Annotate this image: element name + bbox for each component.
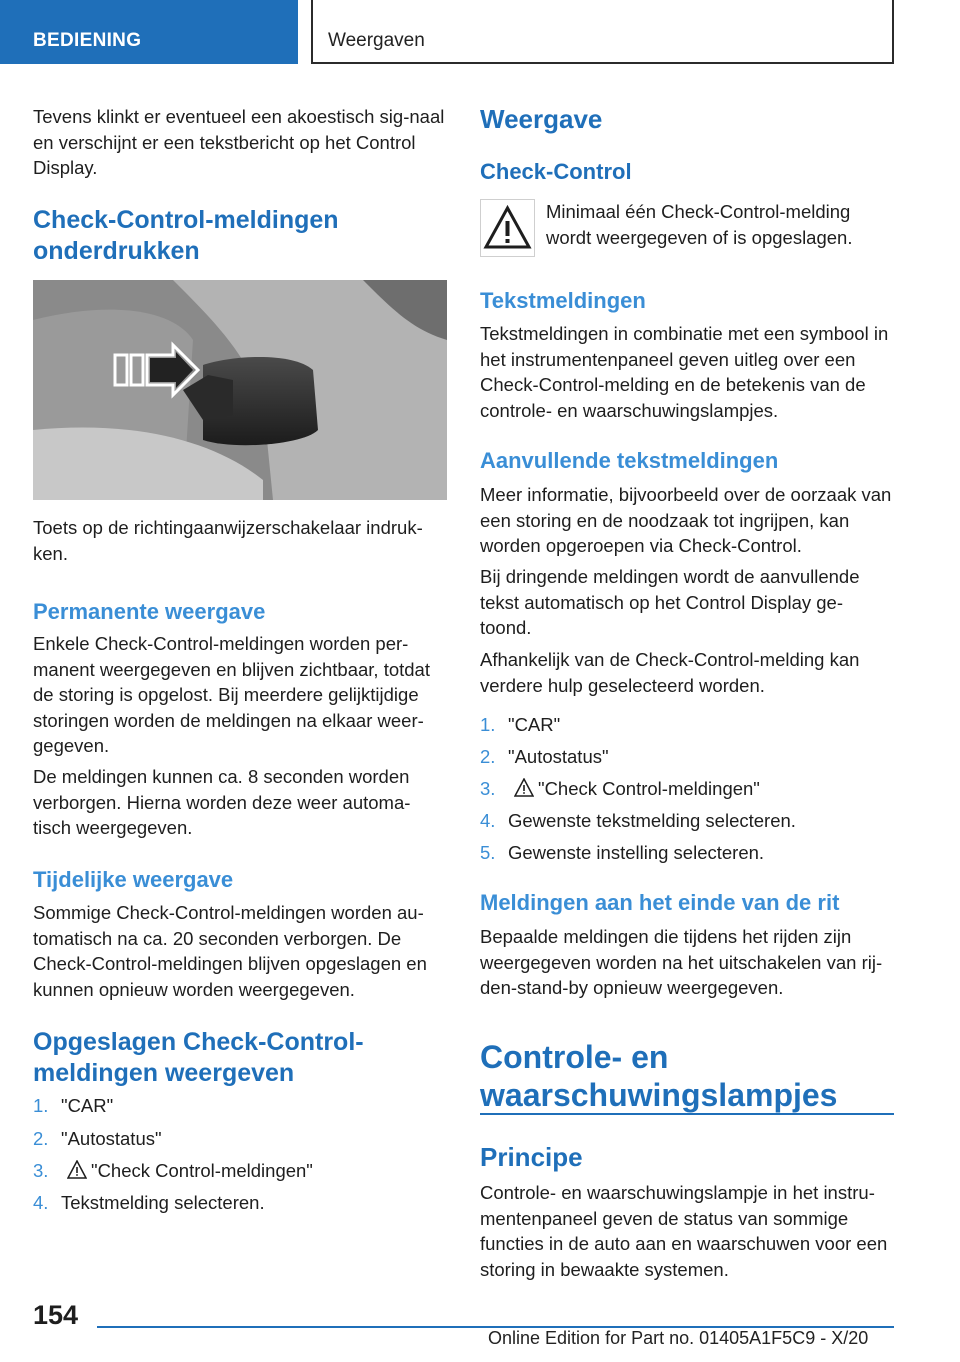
extra-paragraph-2: Bij dringende meldingen wordt de aanvullende tekst automatisch op het Control Display ge-toond.	[480, 566, 860, 638]
turn-signal-lever-photo	[33, 280, 447, 500]
section-label: BEDIENING	[33, 30, 142, 51]
section-tab	[0, 0, 298, 64]
chapter-label: Weergaven	[328, 30, 425, 51]
heading-extra-messages: Aanvullende tekstmeldingen	[480, 448, 779, 473]
heading-text-messages: Tekstmeldingen	[480, 288, 646, 313]
text-messages-paragraph: Tekstmeldingen in combinatie met een symbool in het instrumentenpaneel geven uitleg over een Check-Control-melding en de betekenis van de controle- en waarschuwingslampjes.	[480, 323, 889, 421]
permanent-paragraph-2: De meldingen kunnen ca. 8 seconden worden verborgen. Hierna worden deze weer automa-tisch weergegeven.	[33, 766, 411, 838]
section-divider	[480, 1113, 894, 1115]
edition-note: Online Edition for Part no. 01405A1F5C9 - X/20	[488, 1328, 869, 1348]
lever-illustration	[33, 280, 447, 500]
intro-paragraph: Tevens klinkt er eventueel een akoestisch sig-naal en verschijnt er een tekstbericht op het Control Display.	[33, 106, 445, 178]
heading-suppress: Check-Control-meldingen onderdrukken	[33, 206, 339, 265]
permanent-paragraph-1: Enkele Check-Control-meldingen worden per-manent weergegeven en blijven zichtbaar, totdat de storing is opgelost. Bij meerdere gelijktijdige storingen worden de meldingen na elkaar weer-gegeven.	[33, 633, 430, 756]
warning-triangle-icon	[514, 778, 534, 797]
warning-triangle-icon	[480, 199, 535, 257]
photo-caption: Toets op de richtingaanwijzerschakelaar indruk-ken.	[33, 517, 423, 564]
principle-paragraph: Controle- en waarschuwingslampje in het instru-mentenpaneel geven de status van sommige functies in de auto aan en waarschuwen voor een storing in bewaakte systemen.	[480, 1182, 888, 1280]
heading-warning-lamps: Controle- en waarschuwingslampjes	[480, 1039, 838, 1113]
heading-end-of-trip: Meldingen aan het einde van de rit	[480, 890, 840, 915]
heading-principle: Principe	[480, 1142, 583, 1172]
end-of-trip-paragraph: Bepaalde meldingen die tijdens het rijden zijn weergegeven worden na het uitschakelen van rij-den-stand-by opnieuw weergegeven.	[480, 926, 883, 998]
extra-paragraph-3: Afhankelijk van de Check-Control-melding kan verdere hulp geselecteerd worden.	[480, 649, 860, 696]
warning-triangle-icon	[67, 1160, 87, 1179]
check-control-paragraph: Minimaal één Check-Control-melding wordt weergegeven of is opgeslagen.	[546, 201, 853, 248]
page-number: 154	[33, 1300, 79, 1330]
extra-paragraph-1: Meer informatie, bijvoorbeeld over de oorzaak van een storing en de noodzaak tot ingrijpen, kan worden opgeroepen via Check-Control.	[480, 484, 892, 556]
temporary-paragraph: Sommige Check-Control-meldingen worden au-tomatisch na ca. 20 seconden verborgen. De Check-Control-meldingen blijven opgeslagen en kunnen opnieuw worden weergegeven.	[33, 902, 427, 1000]
heading-temporary: Tijdelijke weergave	[33, 867, 234, 892]
heading-check-control: Check-Control	[480, 159, 632, 184]
heading-stored: Opgeslagen Check-Control-meldingen weergeven	[33, 1028, 364, 1087]
heading-permanent: Permanente weergave	[33, 599, 266, 624]
chapter-box	[311, 0, 894, 64]
heading-display: Weergave	[480, 104, 603, 134]
